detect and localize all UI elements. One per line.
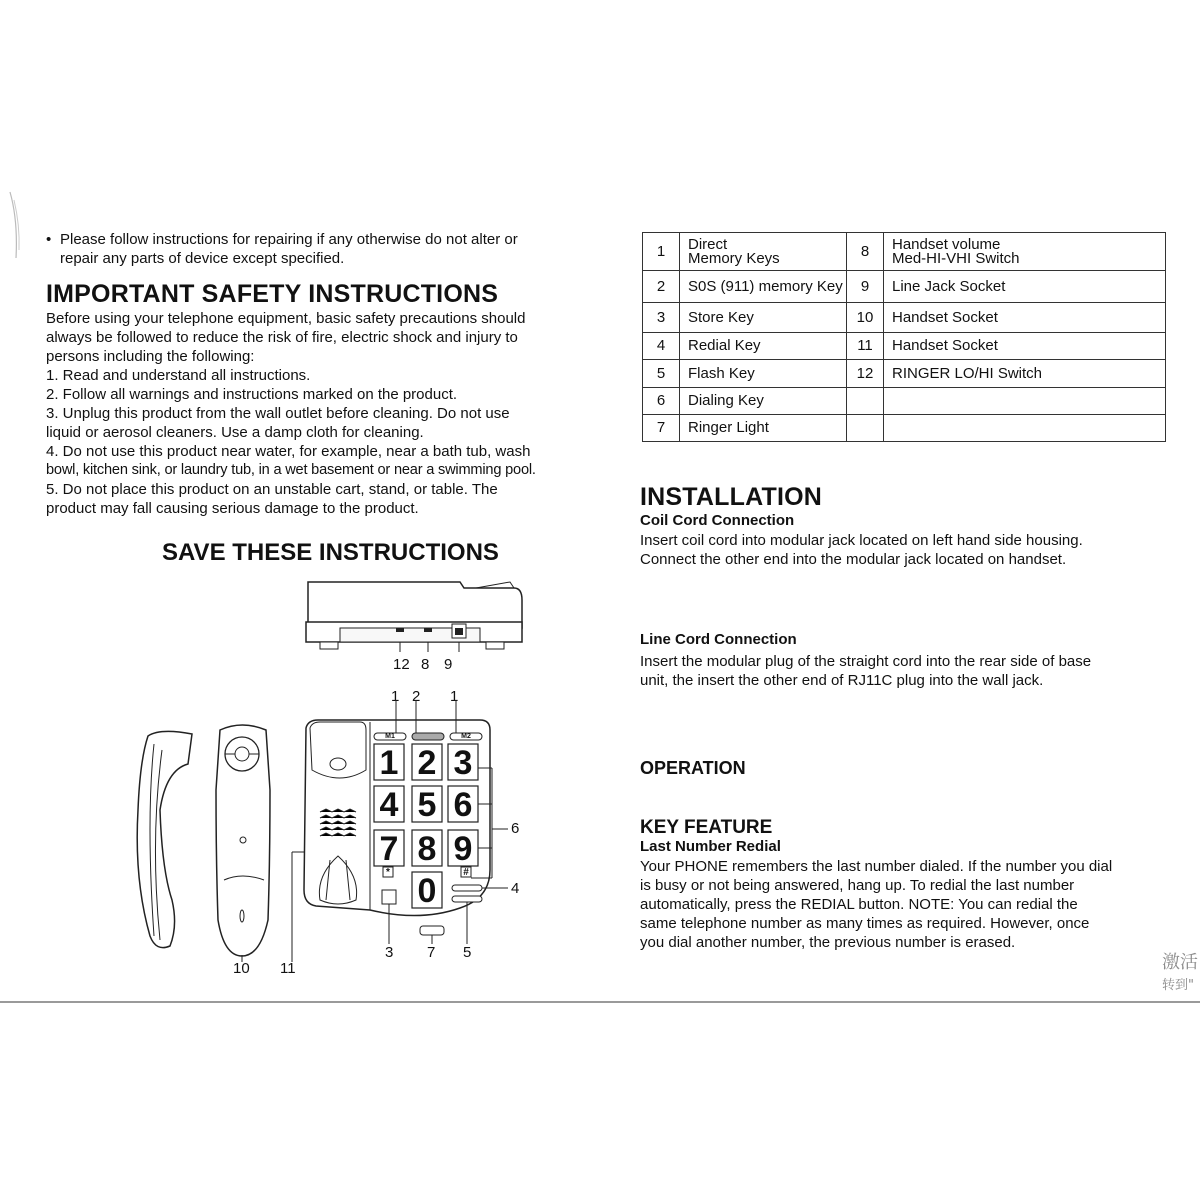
callout-1-m2: 1: [450, 688, 459, 705]
safety-item-3-cont: liquid or aerosol cleaners. Use a damp cloth for cleaning.: [46, 424, 424, 441]
parts-row: [643, 388, 1166, 415]
coil-cord-line: Insert coil cord into modular jack located on left hand side housing.: [640, 532, 1083, 549]
part-desc: Direct: [688, 235, 728, 253]
key-6: 6: [453, 786, 473, 824]
safety-heading: IMPORTANT SAFETY INSTRUCTIONS: [46, 280, 499, 308]
line-cord-text: [640, 652, 1160, 690]
last-number-redial-text: [640, 857, 1160, 952]
key-hash: #: [463, 867, 469, 878]
part-number: [847, 388, 884, 415]
parts-row: [643, 333, 1166, 360]
keypad: [374, 744, 480, 910]
installation-heading: INSTALLATION: [640, 483, 823, 511]
parts-row: [643, 233, 1166, 271]
key-9: 9: [453, 830, 473, 868]
safety-item-4: 4. Do not use this product near water, for example, near a bath tub, wash: [46, 443, 531, 460]
part-desc: Flash Key: [680, 360, 847, 388]
callout-7: 7: [427, 944, 436, 961]
key-4: 4: [379, 786, 399, 824]
key-3: 3: [453, 744, 473, 782]
redial-line: automatically, press the REDIAL button. NOTE: You can redial the: [640, 896, 1078, 913]
part-number: 9: [847, 271, 884, 303]
coil-cord-line: Connect the other end into the modular jack located on handset.: [640, 551, 1067, 568]
repair-note-line-2: repair any parts of device except specified.: [60, 250, 345, 267]
safety-intro-line: Before using your telephone equipment, basic safety precautions should: [46, 310, 526, 327]
safety-intro-line: persons including the following:: [46, 348, 255, 365]
part-number: 2: [643, 271, 680, 303]
parts-row: [643, 303, 1166, 333]
safety-item-2: 2. Follow all warnings and instructions marked on the product.: [46, 386, 458, 403]
part-desc: [884, 415, 1166, 442]
coil-cord-text: [640, 531, 1160, 569]
part-desc: Redial Key: [680, 333, 847, 360]
parts-table: [642, 232, 1166, 442]
repair-note: [60, 230, 600, 268]
part-number: 7: [643, 415, 680, 442]
part-desc: RINGER LO/HI Switch: [884, 360, 1166, 388]
redial-line: Your PHONE remembers the last number dialed. If the number you dial: [640, 858, 1113, 875]
phone-rear-view-diagram: [300, 578, 530, 652]
part-desc: Handset Socket: [884, 333, 1166, 360]
callout-9: 9: [444, 656, 453, 673]
safety-item-1: 1. Read and understand all instructions.: [46, 367, 311, 384]
key-0: 0: [417, 872, 437, 910]
part-number: 4: [643, 333, 680, 360]
repair-note-line-1: • Please follow instructions for repairing if any otherwise do not alter or: [60, 230, 600, 249]
redial-line: is busy or not being answered, hang up. To redial the last number: [640, 877, 1075, 894]
part-desc: Store Key: [680, 303, 847, 333]
parts-row: [643, 360, 1166, 388]
coil-cord-heading: Coil Cord Connection: [640, 512, 795, 529]
redial-line: same telephone number as many times as required. However, once: [640, 915, 1090, 932]
memory-key-m1: M1: [385, 733, 395, 740]
watermark-line-2: 转到": [1162, 978, 1194, 993]
part-number: 11: [847, 333, 884, 360]
part-desc: Ringer Light: [680, 415, 847, 442]
part-desc: [884, 388, 1166, 415]
part-number: 6: [643, 388, 680, 415]
operation-heading: OPERATION: [640, 758, 746, 778]
safety-intro: [46, 309, 606, 366]
part-desc-cont: Memory Keys: [688, 249, 780, 267]
callout-1-m1: 1: [391, 688, 400, 705]
part-number: 5: [643, 360, 680, 388]
safety-item-5-cont: product may fall causing serious damage to the product.: [46, 500, 419, 517]
page-bottom-edge: [0, 1001, 1200, 1003]
callout-2-sos: 2: [412, 688, 421, 705]
key-2: 2: [417, 744, 437, 782]
safety-item-4-cont: bowl, kitchen sink, or laundry tub, in a wet basement or near a swimming pool.: [46, 462, 536, 478]
part-number: 3: [643, 303, 680, 333]
part-number: 1: [643, 233, 680, 271]
last-number-redial-heading: Last Number Redial: [640, 838, 781, 855]
part-desc: S0S (911) memory Key: [680, 271, 847, 303]
parts-row: [643, 271, 1166, 303]
part-number: 10: [847, 303, 884, 333]
callout-6: 6: [511, 820, 520, 837]
line-cord-line: Insert the modular plug of the straight cord into the rear side of base: [640, 653, 1092, 670]
key-8: 8: [417, 830, 437, 868]
safety-list: [46, 366, 606, 518]
redial-line: you dial another number, the previous number is erased.: [640, 934, 1016, 951]
callout-5: 5: [463, 944, 472, 961]
safety-intro-line: always be followed to reduce the risk of fire, electric shock and injury to: [46, 329, 518, 346]
part-desc: Line Jack Socket: [884, 271, 1166, 303]
save-instructions-heading: SAVE THESE INSTRUCTIONS: [162, 539, 499, 566]
callout-11: 11: [280, 960, 296, 977]
part-desc-cont: Med-HI-VHI Switch: [892, 249, 1020, 267]
part-desc: Handset Socket: [884, 303, 1166, 333]
part-desc: Handset volume: [892, 235, 1001, 253]
parts-row: [643, 415, 1166, 442]
scan-edge-mark: [4, 190, 24, 260]
part-number: 8: [847, 233, 884, 271]
key-5: 5: [417, 786, 437, 824]
part-number: [847, 415, 884, 442]
key-feature-heading: KEY FEATURE: [640, 817, 773, 838]
key-7: 7: [379, 830, 399, 868]
callout-12: 12: [393, 656, 410, 673]
line-cord-heading: Line Cord Connection: [640, 631, 797, 648]
key-1: 1: [379, 744, 399, 782]
line-cord-line: unit, the insert the other end of RJ11C plug into the wall jack.: [640, 672, 1044, 689]
part-desc: Dialing Key: [680, 388, 847, 415]
safety-item-3: 3. Unplug this product from the wall outlet before cleaning. Do not use: [46, 405, 510, 422]
callout-3: 3: [385, 944, 394, 961]
key-star: *: [386, 867, 390, 878]
callout-4: 4: [511, 880, 520, 897]
safety-item-5: 5. Do not place this product on an unstable cart, stand, or table. The: [46, 481, 498, 498]
callout-10: 10: [233, 960, 250, 977]
memory-key-m2: M2: [461, 733, 471, 740]
part-number: 12: [847, 360, 884, 388]
watermark-line-1: 激活: [1162, 952, 1198, 973]
callout-8: 8: [421, 656, 430, 673]
